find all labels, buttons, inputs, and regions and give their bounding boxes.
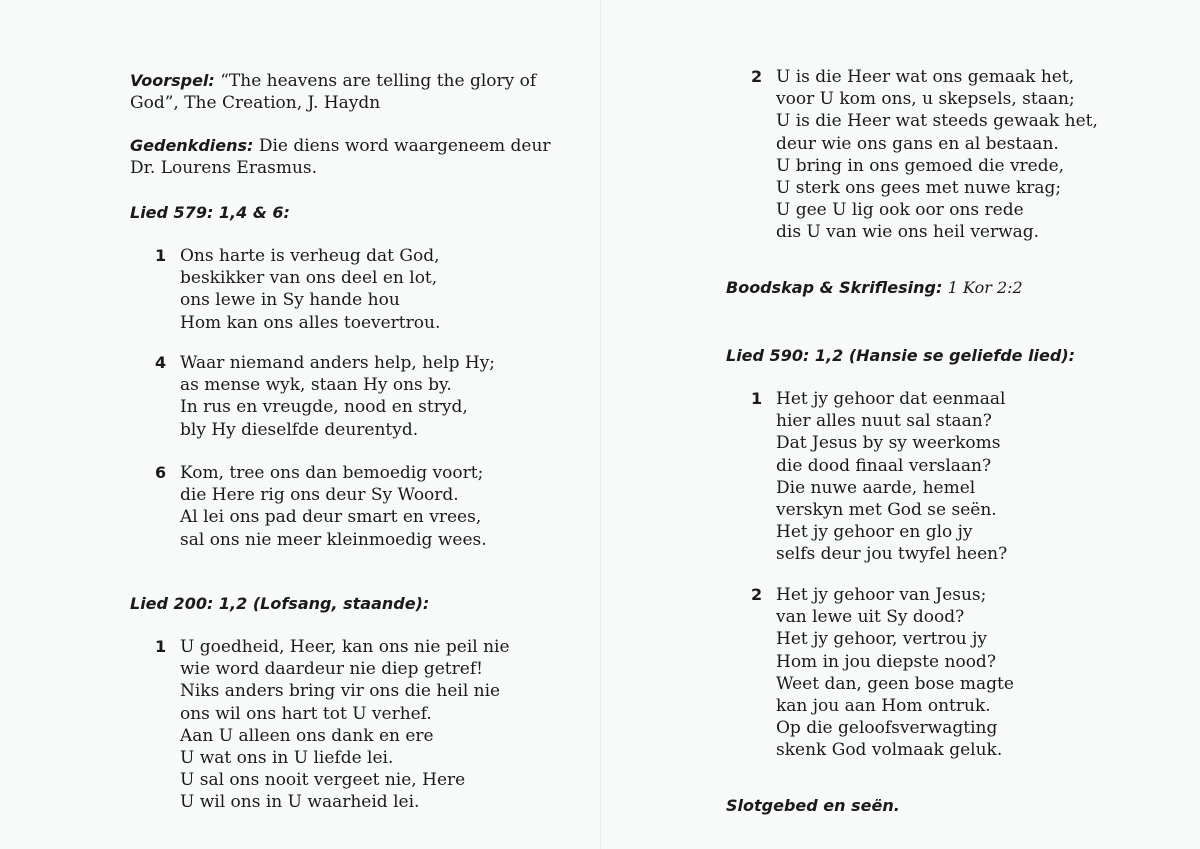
stanza-line: Ons harte is verheug dat God, <box>180 246 440 266</box>
stanza-line: van lewe uit Sy dood? <box>776 607 965 628</box>
stanza-line: Al lei ons pad deur smart en vrees, <box>180 507 482 528</box>
stanza-line: bly Hy dieselfde deurentyd. <box>180 419 419 440</box>
stanza-line: dis U van wie ons heil verwag. <box>776 222 1040 243</box>
stanza-line: wie word daardeur nie diep getref! <box>180 659 483 680</box>
stanza-number: 4 <box>155 353 167 372</box>
stanza-line: voor U kom ons, u skepsels, staan; <box>776 89 1075 110</box>
stanza-line: deur wie ons gans en al bestaan. <box>776 133 1059 154</box>
stanza-line: ons lewe in Sy hande hou <box>180 290 400 311</box>
stanza-line: Het jy gehoor dat eenmaal <box>776 389 1006 409</box>
stanza-line: die Here rig ons deur Sy Woord. <box>180 485 459 506</box>
stanza-line: Hom in jou diepste nood? <box>776 651 996 672</box>
voorspel-text-2: God”, The Creation, J. Haydn <box>130 93 381 113</box>
gedenkdiens-section <box>130 135 580 179</box>
stanza-number: 1 <box>751 389 763 408</box>
stanza-number: 6 <box>155 463 167 482</box>
stanza-line: U goedheid, Heer, kan ons nie peil nie <box>180 637 510 657</box>
stanza-line: U is die Heer wat steeds gewaak het, <box>776 111 1098 132</box>
boodskap-section <box>726 277 1023 299</box>
stanza-line: Kom, tree ons dan bemoedig voort; <box>180 463 484 483</box>
voorspel-label: Voorspel: <box>130 71 215 90</box>
stanza-line: kan jou aan Hom ontruk. <box>776 695 991 716</box>
stanza-line: Het jy gehoor van Jesus; <box>776 585 987 605</box>
stanza-line: U is die Heer wat ons gemaak het, <box>776 67 1075 87</box>
stanza-line: skenk God volmaak geluk. <box>776 740 1003 761</box>
stanza-line: Hom kan ons alles toevertrou. <box>180 312 441 333</box>
stanza-line: Waar niemand anders help, help Hy; <box>180 353 496 373</box>
stanza-line: U bring in ons gemoed die vrede, <box>776 155 1065 176</box>
stanza-line: beskikker van ons deel en lot, <box>180 268 438 289</box>
lied-590-heading: Lied 590: 1,2 (Hansie se geliefde lied): <box>726 346 1076 365</box>
gedenkdiens-text-1: Die diens word waargeneem deur <box>258 136 551 156</box>
right-page <box>600 0 1200 849</box>
stanza-line: Op die geloofsverwagting <box>776 718 998 739</box>
voorspel-text-1: “The heavens are telling the glory of <box>220 71 537 91</box>
stanza-line: selfs deur jou twyfel heen? <box>776 544 1008 565</box>
stanza-line: Dat Jesus by sy weerkoms <box>776 433 1001 454</box>
boodskap-label: Boodskap & Skriflesing: <box>726 278 943 297</box>
voorspel-section <box>130 70 570 114</box>
stanza-line: Aan U alleen ons dank en ere <box>180 725 434 746</box>
stanza-line: U sterk ons gees met nuwe krag; <box>776 177 1062 198</box>
stanza-line: Het jy gehoor en glo jy <box>776 522 973 543</box>
stanza-line: Die nuwe aarde, hemel <box>776 477 976 498</box>
stanza-line: ons wil ons hart tot U verhef. <box>180 703 432 724</box>
slotgebed-heading: Slotgebed en seën. <box>726 796 900 815</box>
stanza-line: die dood finaal verslaan? <box>776 455 992 476</box>
stanza-line: Weet dan, geen bose magte <box>776 673 1014 694</box>
stanza-line: In rus en vreugde, nood en stryd, <box>180 397 468 418</box>
stanza-line: U wil ons in U waarheid lei. <box>180 792 420 813</box>
stanza-line: hier alles nuut sal staan? <box>776 411 992 432</box>
stanza-line: verskyn met God se seën. <box>776 499 997 520</box>
stanza-line: U wat ons in U liefde lei. <box>180 747 394 768</box>
stanza-line: sal ons nie meer kleinmoedig wees. <box>180 529 487 550</box>
stanza-line: Het jy gehoor, vertrou jy <box>776 629 988 650</box>
stanza-number: 2 <box>751 585 763 604</box>
stanza-number: 1 <box>155 637 167 656</box>
stanza-line: U gee U lig ook oor ons rede <box>776 200 1024 221</box>
lied-579-heading: Lied 579: 1,4 & 6: <box>130 203 290 222</box>
stanza-line: Niks anders bring vir ons die heil nie <box>180 681 501 702</box>
stanza-line: U sal ons nooit vergeet nie, Here <box>180 770 466 791</box>
stanza-number: 2 <box>751 67 763 86</box>
gedenkdiens-label: Gedenkdiens: <box>130 136 254 155</box>
stanza-line: as mense wyk, staan Hy ons by. <box>180 375 452 396</box>
stanza-number: 1 <box>155 246 167 265</box>
scripture-reference: 1 Kor 2:2 <box>947 278 1023 297</box>
gedenkdiens-text-2: Dr. Lourens Erasmus. <box>130 158 318 178</box>
lied-200-heading: Lied 200: 1,2 (Lofsang, staande): <box>130 594 430 613</box>
